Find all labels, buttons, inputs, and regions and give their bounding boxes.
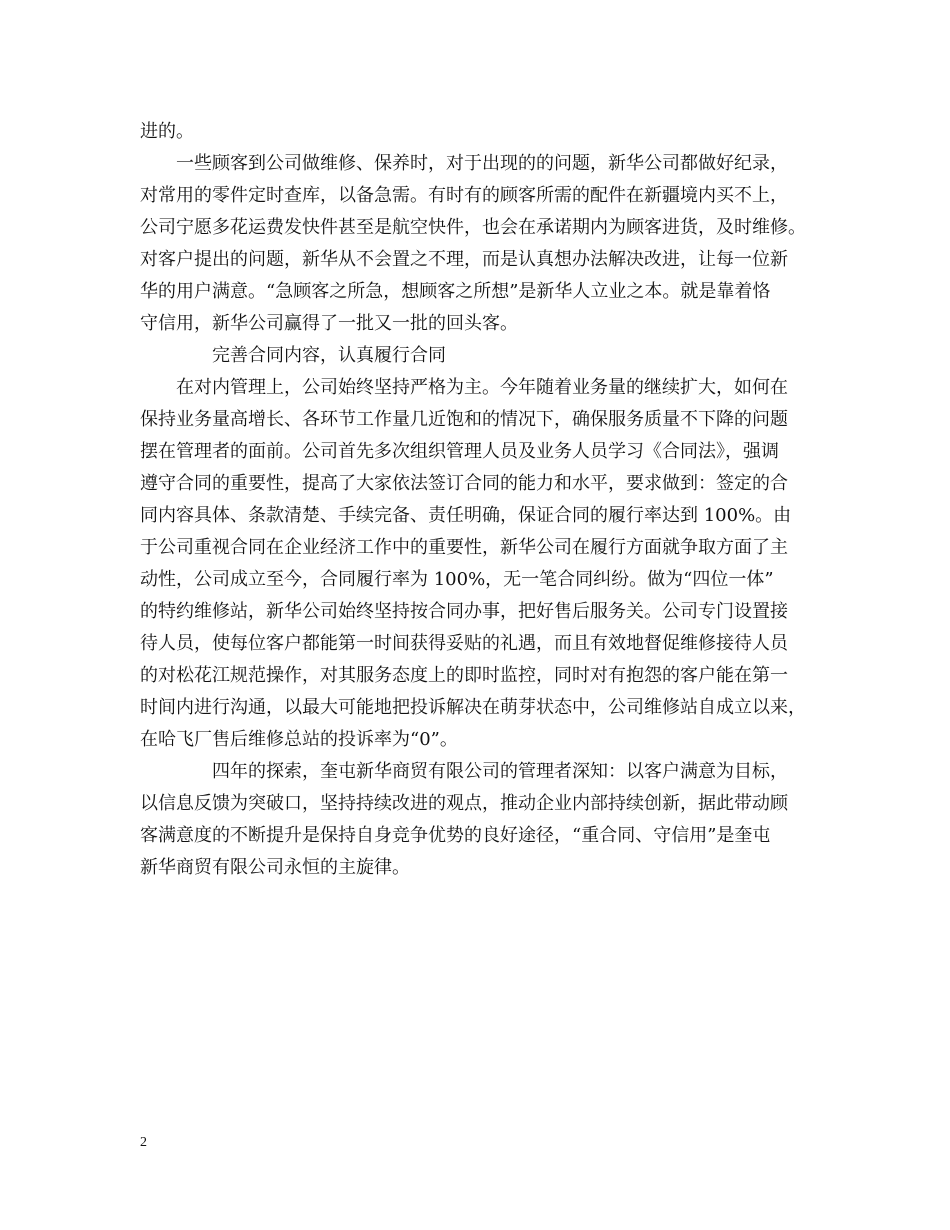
- text-line: 同内容具体、条款清楚、手续完备、责任明确，保证合同的履行率达到 100%。由: [140, 505, 792, 526]
- text-line: 对客户提出的问题，新华从不会置之不理，而是认真想办法解决改进，让每一位新: [140, 249, 788, 270]
- text-line: 华的用户满意。“急顾客之所急，想顾客之所想”是新华人立业之本。就是靠着恪: [140, 281, 771, 302]
- text-line: 的特约维修站，新华公司始终坚持按合同办事，把好售后服务关。公司专门设置接: [140, 601, 788, 622]
- text-line: 客满意度的不断提升是保持自身竞争优势的良好途径，“重合同、守信用”是奎屯: [140, 825, 771, 846]
- text-line: 完善合同内容，认真履行合同: [212, 345, 446, 366]
- text-line: 动性，公司成立至今，合同履行率为 100%，无一笔合同纠纷。做为“四位一体”: [140, 569, 774, 590]
- text-line: 以信息反馈为突破口，坚持持续改进的观点，推动企业内部持续创新，据此带动顾: [140, 793, 788, 814]
- text-line: 对常用的零件定时查库，以备急需。有时有的顾客所需的配件在新疆境内买不上，: [140, 185, 788, 206]
- text-line: 公司宁愿多花运费发快件甚至是航空快件，也会在承诺期内为顾客进货，及时维修。: [140, 217, 806, 238]
- text-line: 的对松花江规范操作，对其服务态度上的即时监控，同时对有抱怨的客户能在第一: [140, 665, 788, 686]
- text-line: 时间内进行沟通，以最大可能地把投诉解决在萌芽状态中，公司维修站自成立以来，: [140, 697, 806, 718]
- text-line: 遵守合同的重要性，提高了大家依法签订合同的能力和水平，要求做到：签定的合: [140, 473, 788, 494]
- text-line: 一些顾客到公司做维修、保养时，对于出现的的问题，新华公司都做好纪录，: [176, 153, 788, 174]
- text-line: 摆在管理者的面前。公司首先多次组织管理人员及业务人员学习《合同法》，强调: [140, 441, 779, 462]
- text-line: 守信用，新华公司赢得了一批又一批的回头客。: [140, 313, 518, 334]
- text-line: 保持业务量高增长、各环节工作量几近饱和的情况下，确保服务质量不下降的问题: [140, 409, 788, 430]
- text-line: 四年的探索，奎屯新华商贸有限公司的管理者深知：以客户满意为目标，: [212, 761, 788, 782]
- text-line: 进的。: [140, 121, 194, 142]
- text-line: 于公司重视合同在企业经济工作中的重要性，新华公司在履行方面就争取方面了主: [140, 537, 788, 558]
- text-line: 在哈飞厂售后维修总站的投诉率为“0”。: [140, 729, 458, 750]
- text-line: 在对内管理上，公司始终坚持严格为主。今年随着业务量的继续扩大，如何在: [176, 377, 788, 398]
- text-line: 新华商贸有限公司永恒的主旋律。: [140, 857, 410, 878]
- page-number: 2: [140, 1135, 147, 1150]
- text-line: 待人员，使每位客户都能第一时间获得妥贴的礼遇，而且有效地督促维修接待人员: [140, 633, 788, 654]
- body-text: [140, 116, 830, 884]
